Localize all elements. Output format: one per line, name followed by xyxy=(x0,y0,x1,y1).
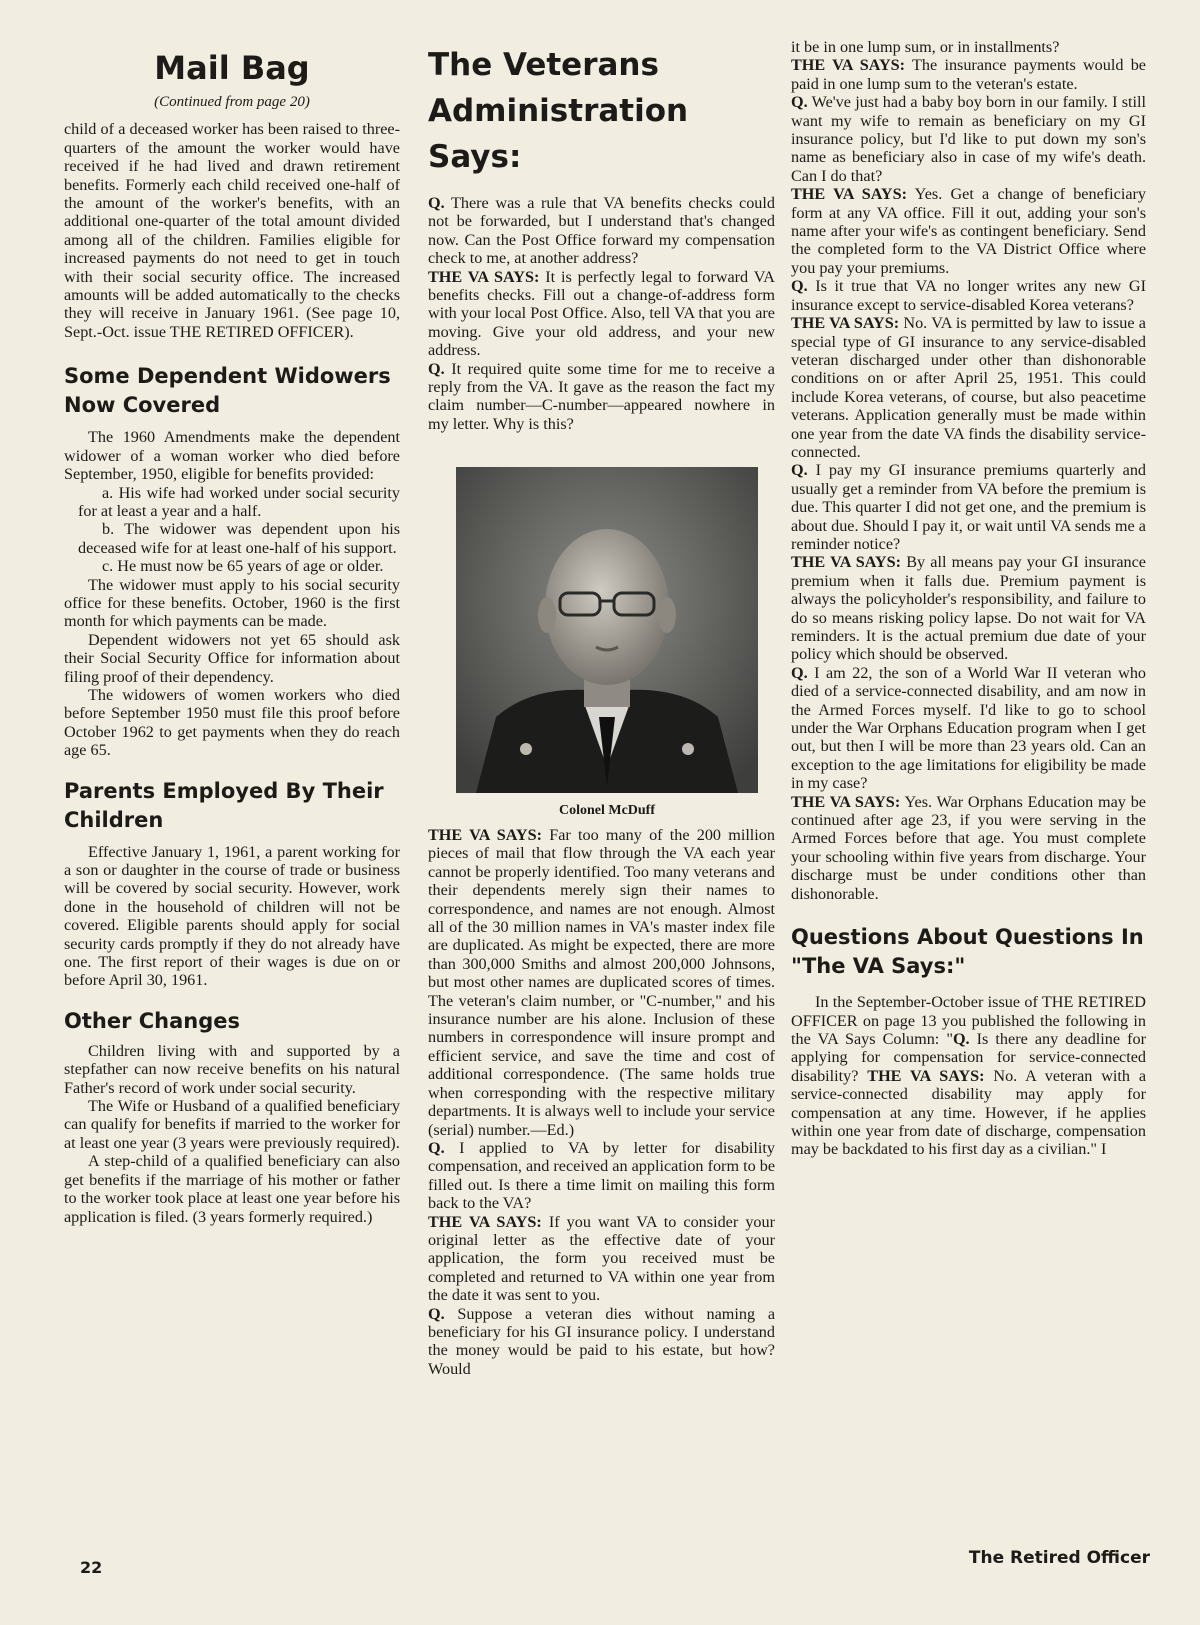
paragraph: The Wife or Husband of a qualified beneficiary can qualify for benefits if married to the worker for at least one year (3 years were previously required). xyxy=(64,1097,400,1152)
question xyxy=(791,664,1146,793)
answer xyxy=(428,826,775,1139)
answer xyxy=(428,268,775,360)
question xyxy=(791,93,1146,185)
a-label: THE VA SAYS: xyxy=(428,267,540,286)
question-text: It required quite some time for me to receive a reply from the VA. It gave as the reason the fact my claim number—C-number—appeared nowhere in my letter. Why is this? xyxy=(428,359,775,433)
paragraph-text: In the September-October issue of THE RETIRED OFFICER on page 13 you published the following in the VA Says Column: " xyxy=(791,993,1146,1048)
a-label: THE VA SAYS: xyxy=(791,314,900,333)
question xyxy=(428,194,775,268)
answer xyxy=(791,314,1146,461)
q-label: Q. xyxy=(428,1304,445,1323)
question-text: I applied to VA by letter for disability compensation, and received an application form to be filled out. Is there a time limit on mailing this form back to the VA? xyxy=(428,1138,776,1213)
heading-questions-about-questions: Questions About Questions In "The VA Says:" xyxy=(791,925,1144,979)
q-label: Q. xyxy=(428,1138,445,1157)
continued-note: (Continued from page 20) xyxy=(154,94,310,110)
question-text: I am 22, the son of a World War II veteran who died of a service-connected disability, and am now in the Armed Forces myself. I'd like to go to school under the War Orphans Education program when I get out, but then I will be more than 23 years old. Can an exception to the age limitations for eligibility be made in my case? xyxy=(791,663,1147,793)
answer-text: Far too many of the 200 million pieces of mail that flow through the VA each year cannot be properly identified. Too many veterans and their dependents merely sign their names to correspondence, and names are not enough. Almost all of the 30 million names in VA's master index file are duplicated. As might be expected, there are more than 300,000 Smiths and almost 200,000 Johnsons, but most other names are duplicated scores of times. The veteran's claim number, or "C-number," and his insurance number are his alone. Inclusion of these numbers in correspondence will insure prompt and efficient service, and save the time and cost of additional correspondence. (The same holds true when corresponding with the respective military departments. It is always well to include your service (serial) number.—Ed.) xyxy=(428,826,775,1139)
list-item: c. He must now be 65 years of age or older. xyxy=(102,557,384,576)
question xyxy=(428,360,775,434)
mail-bag-title: Mail Bag xyxy=(154,49,310,87)
answer-text: It is perfectly legal to forward VA benefits checks. Fill out a change-of-address form with your local Post Office. Also, tell VA that you are moving. Give your old address, and your new address. xyxy=(428,267,775,360)
q-label: Q. xyxy=(428,359,445,378)
question-text: Suppose a veteran dies without naming a beneficiary for his GI insurance policy. I understand the money would be paid to his estate, but how? Would xyxy=(428,1304,775,1378)
heading-parents-employed: Parents Employed By Their Children xyxy=(64,778,384,832)
paragraph xyxy=(791,993,1146,1159)
question xyxy=(791,461,1146,553)
answer-text: Yes. Get a change of beneficiary form at any VA office. Fill it out, adding your son's name after your wife's as contingent beneficiary. Send the completed form to the VA District Office where you pay your premiums. xyxy=(791,185,1146,277)
question-text: We've just had a baby boy born in our family. I still want my wife to remain as beneficiary on my GI insurance policy, but I'd like to put down my son's name as beneficiary also in case of my wife's death. Can I do that? xyxy=(791,93,1146,185)
q-label: Q. xyxy=(791,461,808,480)
paragraph: A step-child of a qualified beneficiary can also get benefits if the marriage of his mother or father to the worker took place at least one year before his application is filed. (3 years formerly required.) xyxy=(64,1152,400,1226)
answer xyxy=(791,185,1146,277)
right-column xyxy=(791,0,1146,1159)
a-label: THE VA SAYS: xyxy=(428,1212,542,1231)
question-text: Is it true that VA no longer writes any new GI insurance except to service-disabled Korea veterans? xyxy=(791,277,1146,314)
paragraph: Effective January 1, 1961, a parent working for a son or daughter in the course of trade or business will be covered by social security. However, work done in the household of children will not be covered. Eligible parents should apply for social security cards promptly if they do not already have one. The first report of their wages is due on or before April 30, 1961. xyxy=(64,842,400,990)
answer-text: Yes. War Orphans Education may be continued after age 23, if you were serving in the Armed Forces before that age. You must complete your schooling within five years from discharge. Your discharge must be under conditions other than dishonorable. xyxy=(791,792,1146,903)
center-column xyxy=(428,0,775,433)
q-label: Q. xyxy=(952,1029,970,1048)
question xyxy=(428,1305,775,1379)
answer xyxy=(428,1213,775,1305)
question-text: I pay my GI insurance premiums quarterly and usually get a reminder from VA before the premium is due. This quarter I did not get one, and the premium is about due. Should I pay it, or wait until VA sends me a reminder notice? xyxy=(791,461,1147,553)
a-label: THE VA SAYS: xyxy=(791,553,901,572)
answer-text: If you want VA to consider your original letter as the effective date of your application, the form you received must be completed and returned to VA within one year from the date it was sent to you. xyxy=(428,1212,775,1305)
list-item: a. His wife had worked under social security for at least a year and a half. xyxy=(78,483,400,520)
answer xyxy=(791,793,1146,903)
paragraph: Dependent widowers not yet 65 should ask their Social Security Office for information about filing proof of their dependency. xyxy=(64,630,400,686)
answer-text: The insurance payments would be paid in one lump sum to the veteran's estate. xyxy=(791,56,1146,93)
colonel-portrait-photo xyxy=(456,467,758,793)
q-label: Q. xyxy=(791,277,808,296)
list-item: b. The widower was dependent upon his deceased wife for at least one-half of his support. xyxy=(78,520,400,557)
question xyxy=(428,1139,775,1213)
question-text: There was a rule that VA benefits checks could not be forwarded, but I understand that's changed now. Can the Post Office forward my compensation check to me, at another address? xyxy=(428,194,775,268)
answer-text: By all means pay your GI insurance premium when it falls due. Premium payment is always the policyholder's responsibility, and failure to do so means risking policy lapse. Do not wait for VA reminders. It is the actual premium due date of your policy which should be observed. xyxy=(791,553,1146,664)
heading-other-changes: Other Changes xyxy=(64,1008,241,1033)
question xyxy=(791,277,1146,314)
photo-caption: Colonel McDuff xyxy=(558,803,656,818)
answer xyxy=(791,56,1146,93)
paragraph: The widowers of women workers who died before September 1950 must file this proof before October 1962 to get payments when they do reach age 65. xyxy=(64,685,400,760)
left-column xyxy=(64,0,400,1226)
continuation-text: it be in one lump sum, or in installments? xyxy=(791,38,1060,56)
a-label: THE VA SAYS: xyxy=(791,56,906,75)
center-column-lower xyxy=(428,826,775,1378)
answer xyxy=(791,553,1146,663)
q-label: Q. xyxy=(428,194,445,212)
a-label: THE VA SAYS: xyxy=(791,185,908,204)
a-label: THE VA SAYS: xyxy=(867,1066,985,1085)
va-says-title: The Veterans Administration Says: xyxy=(428,47,689,175)
quoted-question: Is there any deadline for applying for compensation for service-connected disability? xyxy=(791,1029,1147,1085)
q-label: Q. xyxy=(791,663,808,682)
a-label: THE VA SAYS: xyxy=(791,792,901,811)
a-label: THE VA SAYS: xyxy=(428,826,542,844)
page-number: 22 xyxy=(80,1558,103,1577)
portrait-image xyxy=(456,467,758,793)
running-footer-title: The Retired Officer xyxy=(968,1548,1150,1568)
intro-paragraph: child of a deceased worker has been raised to three-quarters of the amount the worker would have received if he had lived and drawn retirement benefits. Formerly each child received one-half of the amount of the worker's benefits, with an additional one-quarter of the total amount divided among all of the children. Families eligible for increased payments do not need to get in touch with their social security office. The increased amounts will be added automatically to the checks they will receive in January 1961. (See page 10, Sept.-Oct. issue THE RETIRED OFFICER). xyxy=(64,120,400,341)
quoted-answer: No. A veteran with a service-connected disability may apply for compensation at any time. However, if he applies within one year from date of discharge, compensation may be backdated to his first day as a civilian." I xyxy=(791,1066,1147,1159)
paragraph: Children living with and supported by a stepfather can now receive benefits on his natural Father's record of work under social security. xyxy=(64,1041,400,1097)
heading-dependent-widowers: Some Dependent Widowers Now Covered xyxy=(64,364,391,418)
answer-text: No. VA is permitted by law to issue a special type of GI insurance to any service-disabled veteran discharged under other than dishonorable conditions on or after April 25, 1951. This could include Korea veterans, of course, but also peacetime veterans. Application generally must be made within one year from the date VA finds the disability service-connected. xyxy=(791,314,1146,461)
paragraph: The 1960 Amendments make the dependent widower of a woman worker who died before September, 1950, eligible for benefits provided: xyxy=(64,428,400,484)
paragraph: The widower must apply to his social security office for these benefits. October, 1960 is the first month for which payments can be made. xyxy=(64,575,400,631)
q-label: Q. xyxy=(791,93,808,112)
